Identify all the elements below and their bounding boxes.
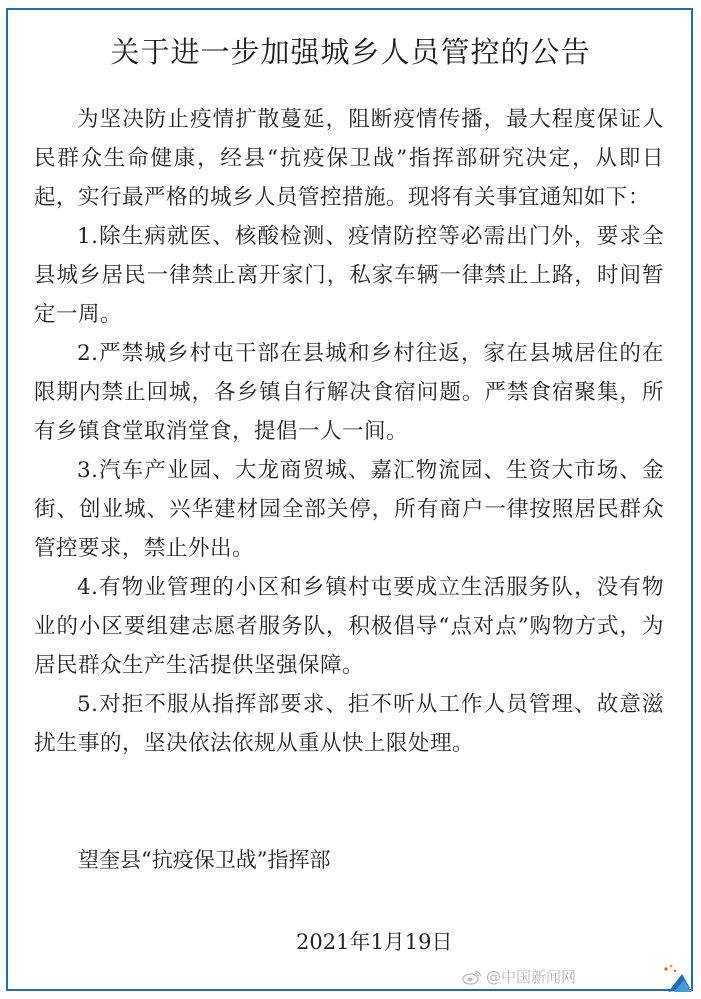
item-5-paragraph: 5.对拒不服从指挥部要求、拒不听从工作人员管理、故意滋扰生事的，坚决依法依规从重从快上限处理。 [34, 692, 664, 756]
item-4-paragraph: 4.有物业管理的小区和乡镇村屯要成立生活服务队，没有物业的小区要组建志愿者服务队，积极倡导“点对点”购物方式，为居民群众生产生活提供坚强保障。 [34, 575, 664, 678]
notice-title: 关于进一步加强城乡人员管控的公告 [110, 35, 591, 69]
watermark-text: @中国新闻网 [486, 968, 577, 986]
notice-body [34, 100, 664, 763]
issuer-signature: 望奎县“抗疫保卫战”指挥部 [78, 848, 331, 872]
source-watermark [462, 966, 576, 987]
item-3-paragraph: 3.汽车产业园、大龙商贸城、嘉汇物流园、生资大市场、金街、创业城、兴华建材园全部关停，所有商户一律按照居民群众管控要求，禁止外出。 [34, 458, 664, 561]
intro-paragraph: 为坚决防止疫情扩散蔓延，阻断疫情传播，最大程度保证人民群众生命健康，经县“抗疫保卫战”指挥部研究决定，从即日起，实行最严格的城乡人员管控措施。现将有关事宜通知如下： [34, 107, 664, 210]
issue-date: 2021年1月19日 [296, 930, 453, 954]
weibo-icon [462, 969, 482, 985]
item-1-paragraph: 1.除生病就医、核酸检测、疫情防控等必需出门外，要求全县城乡居民一律禁止离开家门，私家车辆一律禁止上路，时间暂定一周。 [34, 224, 664, 327]
corner-logo-icon [660, 962, 694, 996]
item-2-paragraph: 2.严禁城乡村屯干部在县城和乡村往返，家在县城居住的在限期内禁止回城，各乡镇自行解决食宿问题。严禁食宿聚集，所有乡镇食堂取消堂食，提倡一人一间。 [34, 341, 664, 444]
